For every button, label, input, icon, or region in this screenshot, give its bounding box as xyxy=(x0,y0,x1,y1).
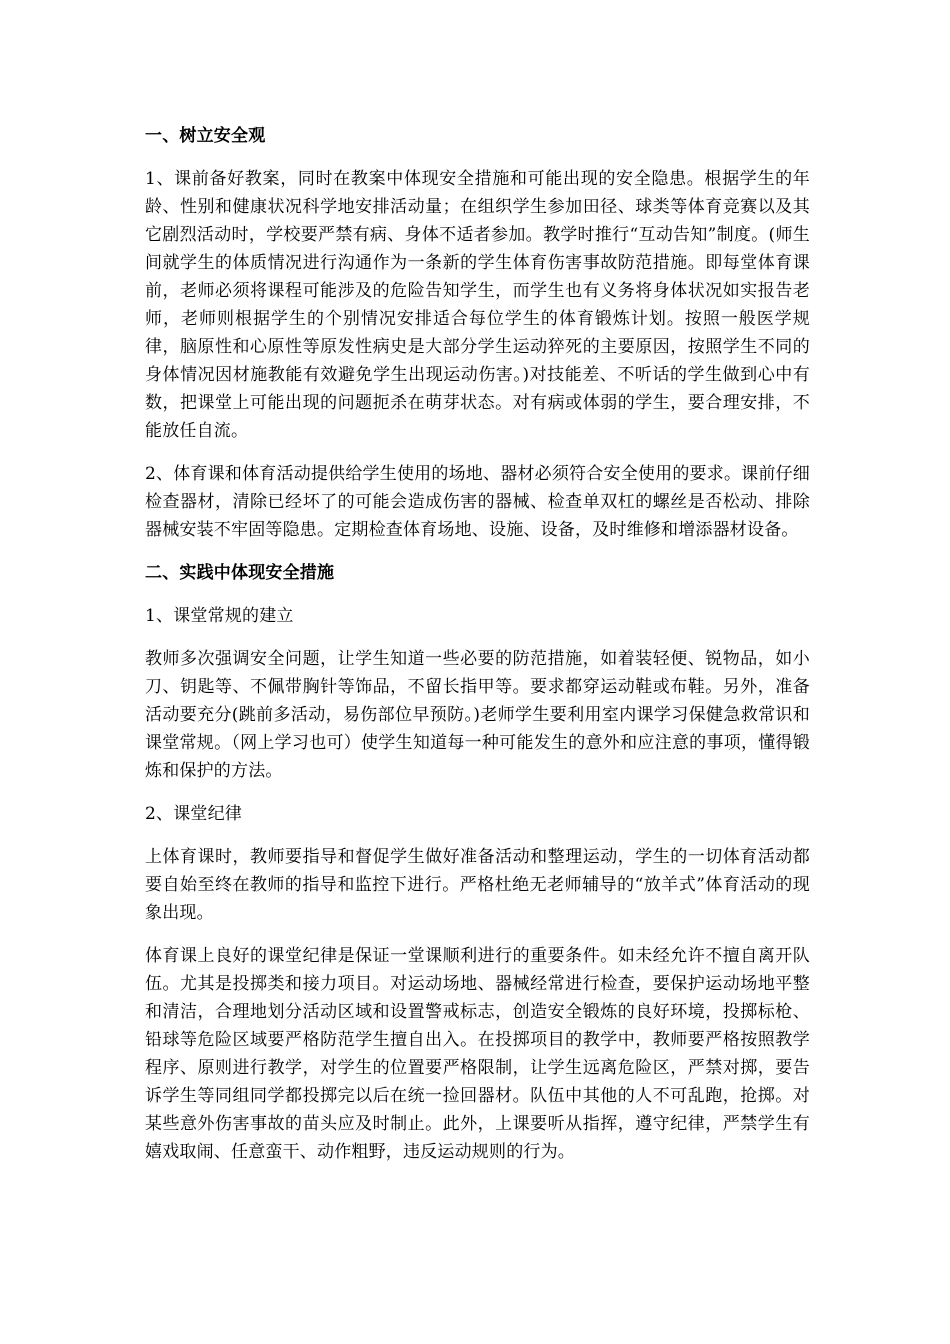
section-2-sub-2-text-1: 上体育课时，教师要指导和督促学生做好准备活动和整理运动，学生的一切体育活动都要自始至终在教师的指导和监控下进行。严格杜绝无老师辅导的“放羊式”体育活动的现象出现。 xyxy=(145,847,810,923)
section-2-heading: 二、实践中体现安全措施 xyxy=(145,563,335,583)
section-2-sub-1-title: 1、课堂常规的建立 xyxy=(145,606,294,626)
section-2-sub-1-text: 教师多次强调安全问题，让学生知道一些必要的防范措施，如着装轻便、锐物品，如小刀、钥匙等、不佩带胸针等饰品，不留长指甲等。要求都穿运动鞋或布鞋。另外，准备活动要充分(跳前多活动，易伤部位早预防。)老师学生要利用室内课学习保健急救常识和课堂常规。（网上学习也可）使学生知道每一种可能发生的意外和应注意的事项，懂得锻炼和保护的方法。 xyxy=(145,649,810,781)
section-1-item-2: 2、体育课和体育活动提供给学生使用的场地、器材必须符合安全使用的要求。课前仔细检查器材，清除已经坏了的可能会造成伤害的器械、检查单双杠的螺丝是否松动、排除器械安装不牢固等隐患。定期检查体育场地、设施、设备，及时维修和增添器材设备。 xyxy=(145,464,810,540)
section-2-sub-2-text-2: 体育课上良好的课堂纪律是保证一堂课顺利进行的重要条件。如未经允许不擅自离开队伍。尤其是投掷类和接力项目。对运动场地、器械经常进行检查，要保护运动场地平整和清洁，合理地划分活动区域和设置警戒标志，创造安全锻炼的良好环境，投掷标枪、铅球等危险区域要严格防范学生擅自出入。在投掷项目的教学中，教师要严格按照教学程序、原则进行教学，对学生的位置要严格限制，让学生远离危险区，严禁对掷，要告诉学生等同组同学都投掷完以后在统一捡回器材。队伍中其他的人不可乱跑，抢掷。对某些意外伤害事故的苗头应及时制止。此外，上课要听从指挥，遵守纪律，严禁学生有嬉戏取闹、任意蛮干、动作粗野，违反运动规则的行为。 xyxy=(145,946,810,1162)
section-2-sub-2-title: 2、课堂纪律 xyxy=(145,804,243,824)
section-1-item-1: 1、课前备好教案，同时在教案中体现安全措施和可能出现的安全隐患。根据学生的年龄、性别和健康状况科学地安排活动量；在组织学生参加田径、球类等体育竞赛以及其它剧烈活动时，学校要严禁有病、身体不适者参加。教学时推行“互动告知”制度。(师生间就学生的体质情况进行沟通作为一条新的学生体育伤害事故防范措施。即每堂体育课前，老师必须将课程可能涉及的危险告知学生，而学生也有义务将身体状况如实报告老师，老师则根据学生的个别情况安排适合每位学生的体育锻炼计划。按照一般医学规律，脑原性和心原性等原发性病史是大部分学生运动猝死的主要原因，按照学生不同的身体情况因材施教能有效避免学生出现运动伤害。)对技能差、不听话的学生做到心中有数，把课堂上可能出现的问题扼杀在萌芽状态。对有病或体弱的学生，要合理安排，不能放任自流。 xyxy=(145,169,810,441)
section-1-heading: 一、树立安全观 xyxy=(145,126,266,146)
document-page xyxy=(145,122,810,1181)
